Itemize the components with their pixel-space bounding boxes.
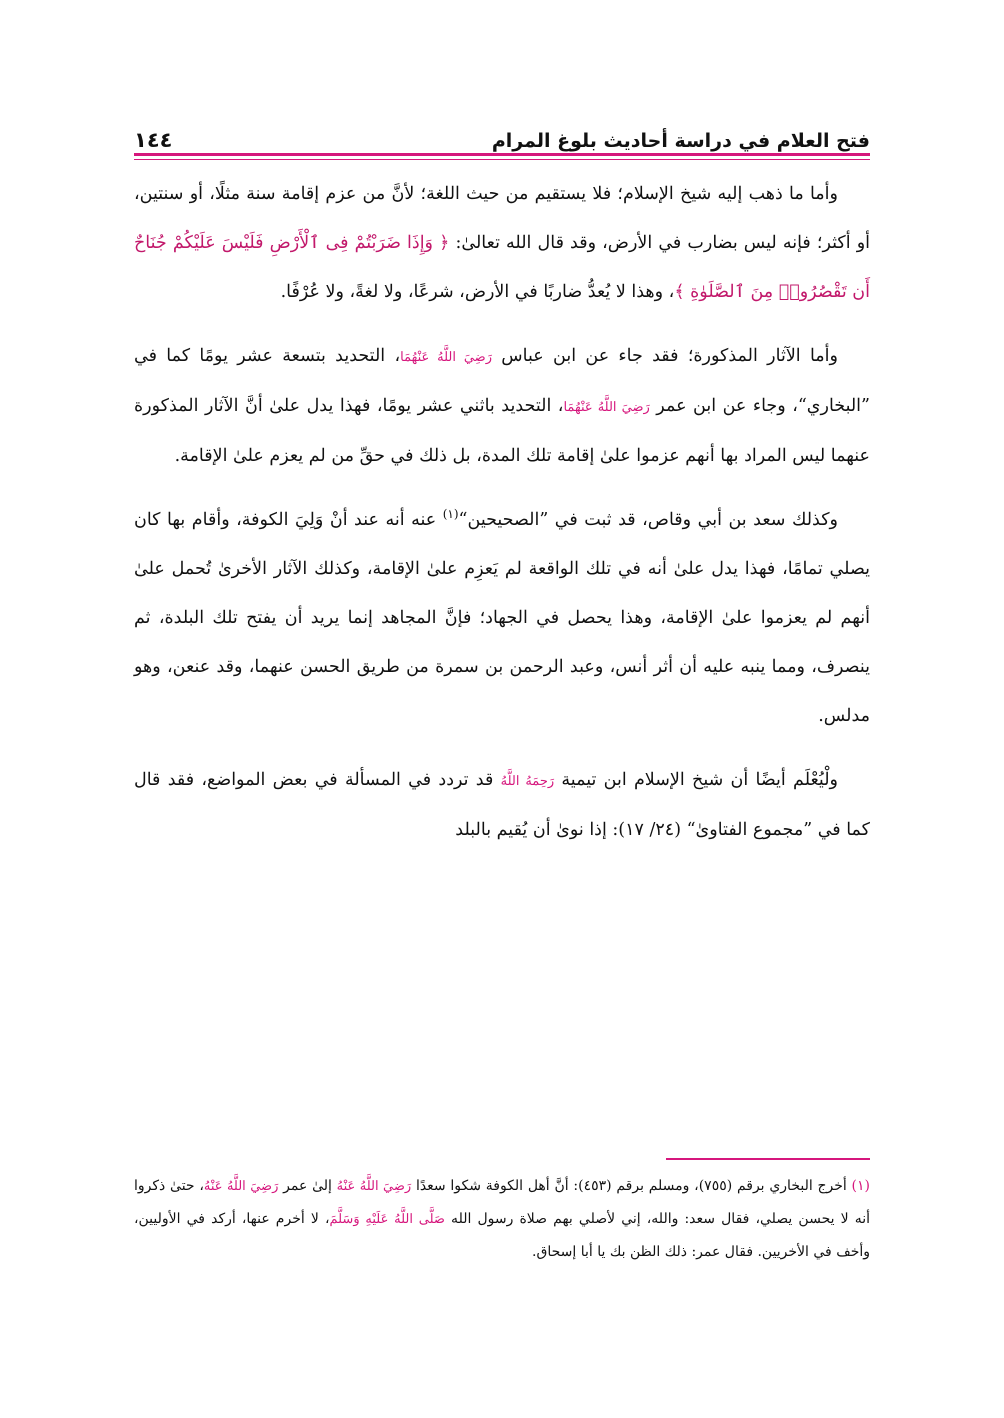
- honorific-glyph: رَحِمَهُ اللَّهُ: [500, 774, 555, 789]
- footnote-reference[interactable]: (١): [442, 507, 459, 522]
- paragraph-text: قد تردد في المسألة في بعض المواضع، فقد قال كما في ”مجموع الفتاوىٰ“ (٢٤/ ١٧): إذا نوىٰ أن يُقيم بالبلد: [134, 770, 870, 840]
- paragraph-text: عنه أنه عند أنْ وَلِيَ الكوفة، وأقام بها كان يصلي تمامًا، فهذا يدل علىٰ أنه في تلك الواقعة لم يَعزِم علىٰ الإقامة، وكذلك الآثار الأخرىٰ تُحمل علىٰ أنهم لم يعزموا علىٰ الإقامة، وهذا يحصل في الجهاد؛ فإنَّ المجاهد إنما يريد أن يفتح تلك البلدة، ثم ينصرف، ومما ينبه عليه أن أثر أنس، وعبد الرحمن بن سمرة من طريق الحسن عنهما، وقد عنعن، وهو مدلس.: [134, 510, 870, 726]
- footnote-text: إلىٰ عمر: [278, 1178, 337, 1194]
- footnote: [134, 1170, 870, 1268]
- paragraph: [134, 756, 870, 855]
- footnote-text: أخرج البخاري برقم (٧٥٥)، ومسلم برقم (٤٥٣): أنَّ أهل الكوفة شكوا سعدًا: [411, 1178, 852, 1194]
- page-header: [134, 118, 870, 152]
- honorific-glyph: رَضِيَ اللَّهُ عَنْهُ: [336, 1179, 412, 1194]
- paragraph: [134, 332, 870, 481]
- paragraph-text: ، وهذا لا يُعدُّ ضاربًا في الأرض، شرعًا، ولا لغةً، ولا عُرْفًا.: [280, 282, 675, 302]
- footnote-text: ، حتىٰ ذكروا أنه لا يحسن يصلي، فقال سعد: والله، إني لأصلي بهم صلاة رسول الله: [134, 1178, 870, 1227]
- paragraph: [134, 170, 870, 317]
- honorific-glyph: رَضِيَ اللَّهُ عَنْهُمَا: [400, 350, 492, 365]
- header-rule: [134, 153, 870, 156]
- paragraph: [134, 496, 870, 741]
- page-number: ١٤٤: [134, 128, 173, 152]
- paragraph-text: وأما ما ذهب إليه شيخ الإسلام؛ فلا يستقيم من حيث اللغة؛ لأنَّ من عزم إقامة سنة مثلًا، أو سنتين، أو أكثر؛ فإنه ليس بضارب في الأرض، وقد قال الله تعالىٰ:: [134, 184, 871, 253]
- honorific-glyph: رَضِيَ اللَّهُ عَنْهُمَا: [563, 400, 650, 415]
- paragraph-text: ولْيُعْلَم أيضًا أن شيخ الإسلام ابن تيمية: [554, 770, 838, 790]
- footnote-number: (١): [851, 1178, 871, 1194]
- footnote-text: ، لا أخرم عنها، أركد في الأوليين، وأخف في الأخريين. فقال عمر: ذلك الظن بك يا أبا إسحاق.: [134, 1211, 870, 1260]
- honorific-glyph: رَضِيَ اللَّهُ عَنْهُ: [203, 1179, 279, 1194]
- paragraph-text: وكذلك سعد بن أبي وقاص، قد ثبت في ”الصحيحين“: [458, 510, 838, 530]
- paragraph-text: وأما الآثار المذكورة؛ فقد جاء عن ابن عباس: [492, 346, 838, 366]
- book-title: فتح العلام في دراسة أحاديث بلوغ المرام: [491, 130, 870, 152]
- footnote-rule: [666, 1158, 870, 1160]
- paragraph-text: ، التحديد بتسعة عشر يومًا كما في ”البخاري“، وجاء عن ابن عمر: [134, 346, 870, 416]
- header-rule-thin: [134, 159, 870, 160]
- quran-verse: ﴿ وَإِذَا ضَرَبْتُمْ فِى ٱلْأَرْضِ فَلَيْسَ عَلَيْكُمْ جُنَاحٌ أَن تَقْصُرُوا۟ مِنَ ٱلصَّلَوٰةِ ﴾: [134, 233, 870, 302]
- main-text: [134, 170, 870, 870]
- honorific-glyph: صَلَّى اللَّهُ عَلَيْهِ وَسَلَّمَ: [329, 1212, 445, 1227]
- paragraph-text: ، التحديد باثني عشر يومًا، فهذا يدل علىٰ أنَّ الآثار المذكورة عنهما ليس المراد بها أنهم عزموا علىٰ إقامة تلك المدة، بل ذلك في حقِّ من لم يعزم علىٰ الإقامة.: [134, 396, 870, 466]
